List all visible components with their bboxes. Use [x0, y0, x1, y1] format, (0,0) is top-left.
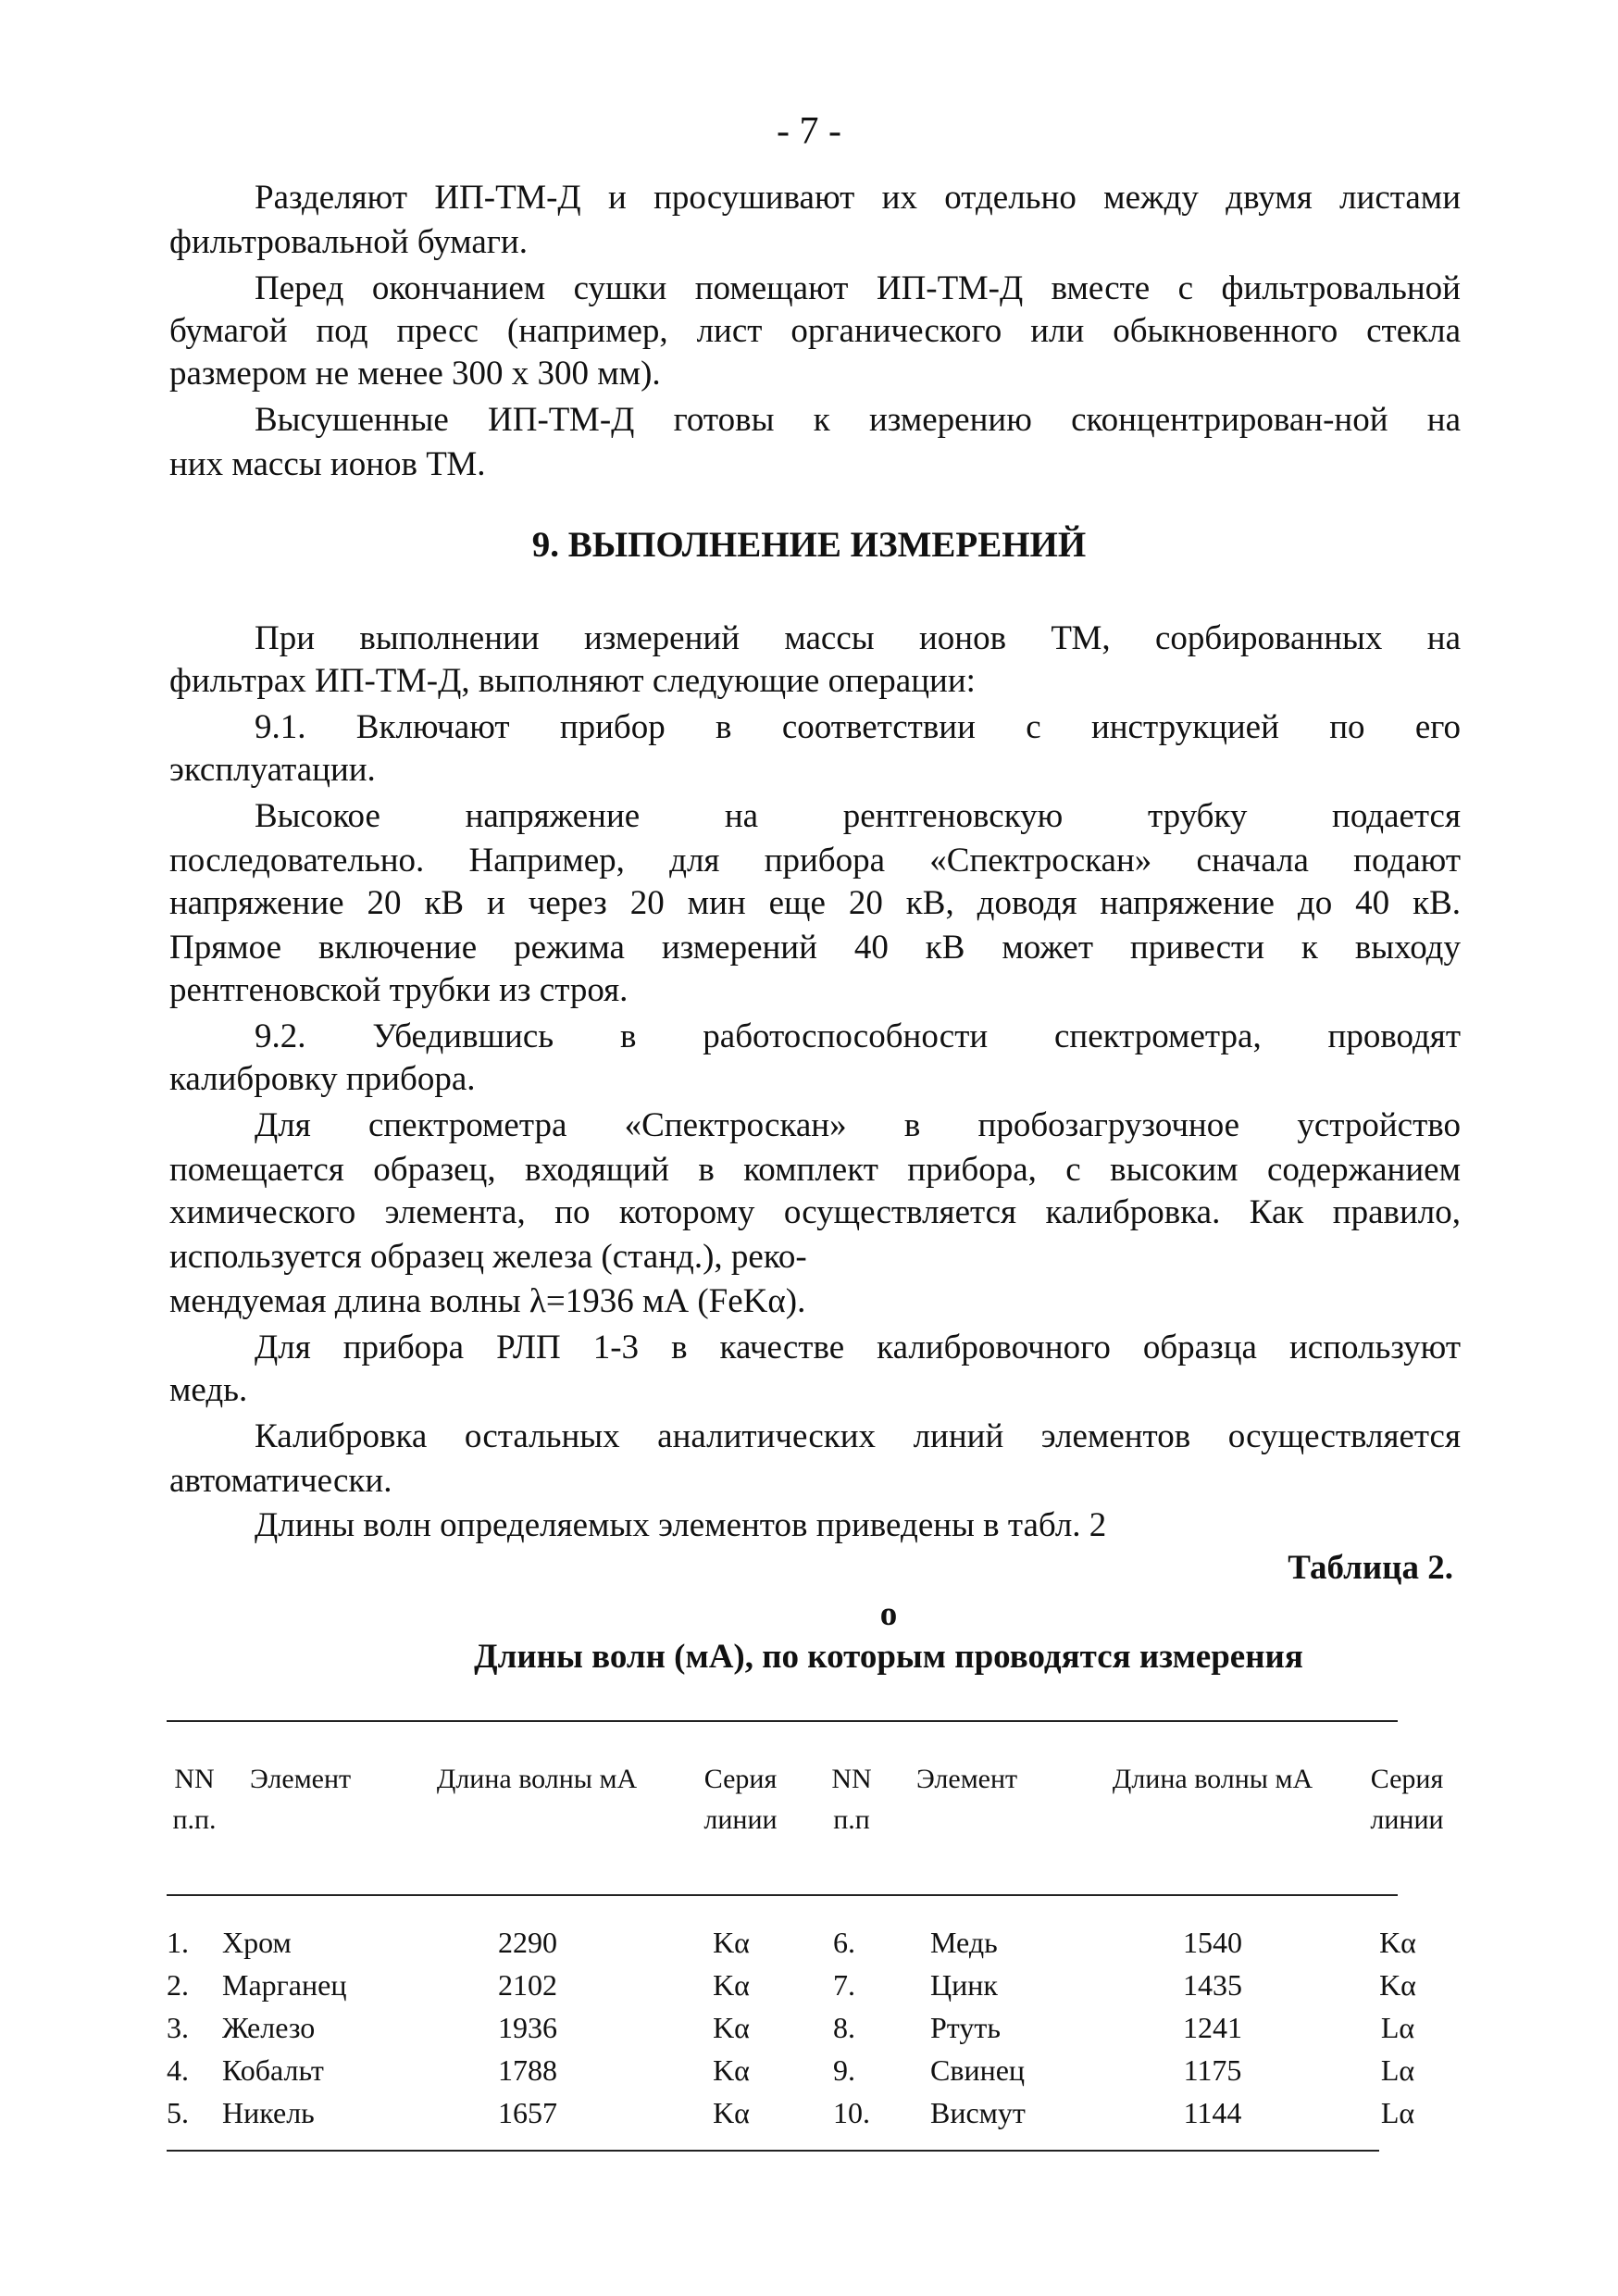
- row-number: 8.: [833, 2011, 855, 2044]
- body-line: помещается образец, входящий в комплект прибора, с высоким содержанием: [169, 1151, 1461, 1189]
- body-line: медь.: [169, 1371, 248, 1409]
- page-number: - 7 -: [777, 110, 841, 153]
- wavelength-value: 2290: [498, 1926, 557, 1959]
- header-element: Элемент: [250, 1764, 352, 1794]
- header-series: Серия линии: [703, 1764, 778, 1835]
- row-number: 3.: [167, 2011, 189, 2044]
- header-series-2: Серия линии: [1370, 1764, 1444, 1835]
- paragraph-line: Высушенные ИП-ТМ-Д готовы к измерению сконцентрирован-ной на: [255, 401, 1461, 439]
- element-name: Кобальт: [222, 2053, 324, 2087]
- line-series: Kα: [713, 2096, 750, 2129]
- row-number: 6.: [833, 1926, 855, 1959]
- wavelength-value: 1657: [498, 2096, 557, 2129]
- section-heading: 9. ВЫПОЛНЕНИЕ ИЗМЕРЕНИЙ: [531, 525, 1087, 565]
- header-wavelength-2: Длина волны мА: [1112, 1764, 1313, 1794]
- line-series: Kα: [713, 2053, 750, 2087]
- body-line: При выполнении измерений массы ионов ТМ, сорбированных на: [255, 619, 1461, 657]
- row-number: 7.: [833, 1968, 855, 2002]
- paragraph-line: бумагой под пресс (например, лист органического или обыкновенного стекла: [169, 312, 1461, 350]
- element-name: Марганец: [222, 1968, 347, 2002]
- wavelength-value: 1175: [1183, 2053, 1242, 2087]
- element-name: Никель: [222, 2096, 315, 2129]
- wavelength-value: 1435: [1183, 1968, 1242, 2002]
- row-number: 2.: [167, 1968, 189, 2002]
- body-line: фильтрах ИП-ТМ-Д, выполняют следующие операции:: [169, 662, 976, 700]
- wavelength-value: 1788: [498, 2053, 557, 2087]
- line-series: Lα: [1380, 2011, 1415, 2044]
- row-number: 9.: [833, 2053, 855, 2087]
- element-name: Железо: [222, 2011, 316, 2044]
- header-nn-2: NN п.п: [831, 1764, 872, 1835]
- body-line: рентгеновской трубки из строя.: [169, 971, 629, 1009]
- line-series: Lα: [1380, 2096, 1415, 2129]
- row-number: 1.: [167, 1926, 189, 1959]
- wavelength-value: 1936: [498, 2011, 557, 2044]
- caption-mark: o: [879, 1595, 898, 1633]
- body-line: эксплуатации.: [169, 751, 376, 789]
- body-line: 9.1. Включают прибор в соответствии с инструкцией по его: [255, 708, 1461, 746]
- body-line: используется образец железа (станд.), реко-: [169, 1238, 807, 1276]
- wavelength-value: 1540: [1183, 1926, 1242, 1959]
- table-caption: Длины волн (мА), по которым проводятся измерения: [474, 1638, 1303, 1676]
- body-line: Высокое напряжение на рентгеновскую трубку подается: [255, 797, 1461, 835]
- element-name: Хром: [222, 1926, 292, 1959]
- line-series: Kα: [1379, 1926, 1416, 1959]
- header-wavelength: Длина волны мА: [436, 1764, 638, 1794]
- table-rule-middle: [167, 1894, 1398, 1896]
- paragraph-line: фильтровальной бумаги.: [169, 223, 528, 261]
- body-line: последовательно. Например, для прибора «Спектроскан» сначала подают: [169, 842, 1461, 880]
- line-series: Kα: [713, 2011, 750, 2044]
- paragraph-line: них массы ионов ТМ.: [169, 445, 486, 483]
- body-line: Для прибора РЛП 1-3 в качестве калибровочного образца используют: [255, 1329, 1461, 1366]
- element-name: Висмут: [930, 2096, 1026, 2129]
- wavelength-value: 2102: [498, 1968, 557, 2002]
- table-rule-bottom: [167, 2150, 1379, 2152]
- body-line: напряжение 20 кВ и через 20 мин еще 20 кВ, доводя напряжение до 40 кВ.: [169, 884, 1461, 922]
- body-line: калибровку прибора.: [169, 1060, 476, 1098]
- line-series: Kα: [1379, 1968, 1416, 2002]
- paragraph-line: размером не менее 300 х 300 мм).: [169, 355, 661, 393]
- body-line: Прямое включение режима измерений 40 кВ может привести к выходу: [169, 929, 1461, 967]
- body-line: мендуемая длина волны λ=1936 мА (FeKα).: [169, 1282, 806, 1320]
- line-series: Kα: [713, 1968, 750, 2002]
- table-rule-top: [167, 1720, 1398, 1722]
- paragraph-line: Разделяют ИП-ТМ-Д и просушивают их отдельно между двумя листами: [255, 179, 1461, 217]
- body-line: Длины волн определяемых элементов приведены в табл. 2: [255, 1506, 1107, 1544]
- wavelength-value: 1241: [1183, 2011, 1242, 2044]
- body-line: 9.2. Убедившись в работоспособности спектрометра, проводят: [255, 1017, 1461, 1055]
- row-number: 10.: [833, 2096, 870, 2129]
- header-element-2: Элемент: [916, 1764, 1018, 1794]
- wavelength-value: 1144: [1183, 2096, 1242, 2129]
- line-series: Lα: [1380, 2053, 1415, 2087]
- element-name: Свинец: [930, 2053, 1026, 2087]
- body-line: химического элемента, по которому осуществляется калибровка. Как правило,: [169, 1193, 1461, 1231]
- row-number: 4.: [167, 2053, 189, 2087]
- element-name: Медь: [930, 1926, 998, 1959]
- element-name: Ртуть: [930, 2011, 1001, 2044]
- table-number: Таблица 2.: [1288, 1549, 1453, 1587]
- body-line: автоматически.: [169, 1462, 392, 1500]
- header-nn: NN п.п.: [172, 1764, 217, 1835]
- body-line: Для спектрометра «Спектроскан» в пробозагрузочное устройство: [255, 1106, 1461, 1144]
- row-number: 5.: [167, 2096, 189, 2129]
- line-series: Kα: [713, 1926, 750, 1959]
- body-line: Калибровка остальных аналитических линий элементов осуществляется: [255, 1417, 1461, 1455]
- element-name: Цинк: [930, 1968, 998, 2002]
- paragraph-line: Перед окончанием сушки помещают ИП-ТМ-Д вместе с фильтровальной: [255, 269, 1461, 307]
